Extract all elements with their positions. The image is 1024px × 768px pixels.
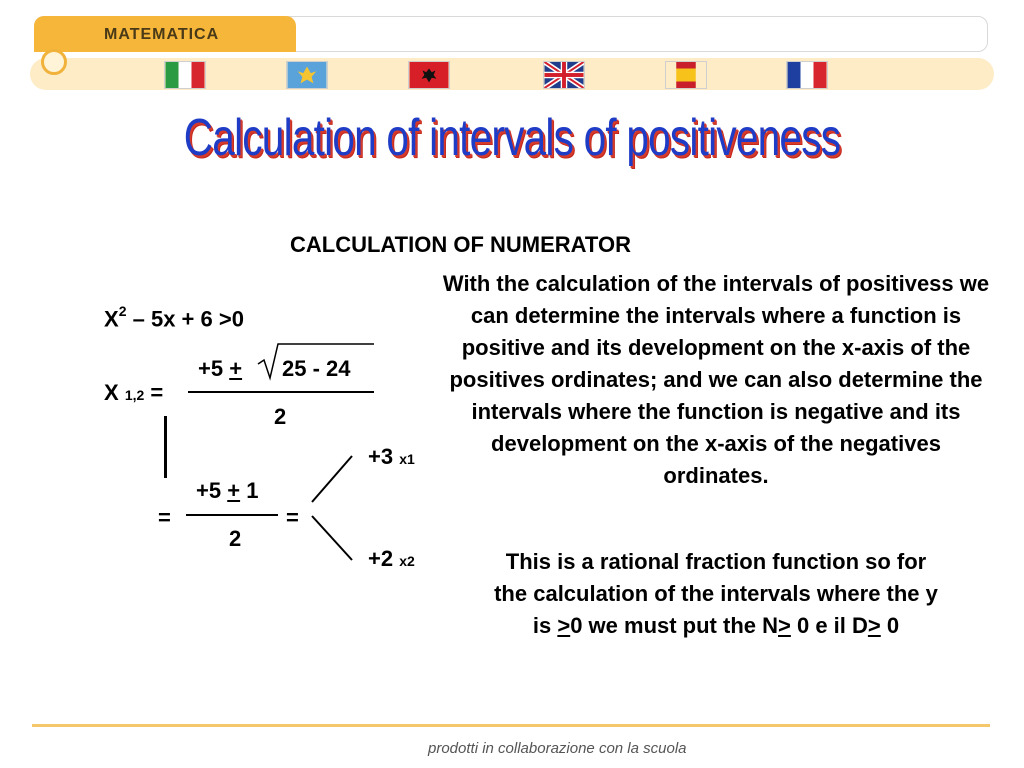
section-heading: CALCULATION OF NUMERATOR [290, 232, 631, 257]
p2-text-c: 0 e il D [796, 613, 868, 638]
inequality-exponent: 2 [118, 303, 127, 319]
inequality-zero: 0 [231, 306, 244, 332]
p2-text-b: 0 we must put the N [570, 613, 778, 638]
home-circle-icon[interactable] [41, 49, 67, 75]
x12-equals: = [150, 380, 164, 405]
step2-numerator [196, 478, 258, 504]
inequality-gt: > [218, 306, 232, 332]
inequality [104, 305, 244, 332]
inequality-x: X [104, 306, 119, 332]
page-title: Calculation of intervals of positiveness [183, 109, 841, 167]
root-1-value: +3 [368, 444, 394, 469]
p2-is: is [532, 613, 552, 638]
inequality-rest: – 5x + 6 [132, 306, 213, 332]
x12-x: X [104, 380, 119, 405]
root-2-label: x2 [399, 553, 415, 569]
x12-subscript: 1,2 [124, 387, 145, 403]
root-2-value: +2 [368, 546, 394, 571]
p2-geq-3: > [867, 613, 881, 638]
root-1 [368, 444, 415, 470]
fraction-line-1 [188, 391, 374, 393]
root-1-label: x1 [399, 451, 415, 467]
p2-geq-2: > [778, 613, 791, 638]
regional-flag-icon[interactable] [286, 61, 328, 89]
p2-geq-1: > [557, 613, 571, 638]
footer-text: prodotti in collaborazione con la scuola [428, 740, 687, 757]
paragraph-1: With the calculation of the intervals of positivess we can determine the intervals where a function is positive and its development on the x-axis of the positives ordinates; and we can also determine the intervals where the function is negative and its development on the x-axis of the negatives ordinates. [442, 271, 990, 488]
italian-flag-icon[interactable] [164, 61, 206, 89]
step2-value: 1 [246, 478, 259, 503]
paragraph-2-line-2: the calculation of the intervals where the y [494, 581, 938, 606]
fraction-line-2 [186, 514, 278, 516]
branch-lines [308, 450, 358, 566]
paragraph-2 [438, 546, 994, 642]
x12-numerator-prefix [198, 356, 242, 382]
root-2 [368, 546, 415, 572]
step2-plus-minus: + [227, 478, 241, 503]
p2-text-d: 0 [886, 613, 900, 638]
uk-flag-icon[interactable] [543, 61, 585, 89]
french-flag-icon[interactable] [786, 61, 828, 89]
step2-prefix: +5 [196, 478, 222, 503]
brand-label: MATEMATICA [104, 26, 220, 43]
x12-denominator: 2 [274, 404, 287, 429]
paragraph-2-line-3 [438, 610, 994, 642]
spanish-flag-icon[interactable] [665, 61, 707, 89]
vertical-bar [164, 416, 167, 478]
x12-label [104, 380, 163, 406]
footer-divider [32, 724, 990, 727]
step2-equals-left: = [158, 505, 171, 530]
num-prefix: +5 [198, 356, 224, 381]
step2-equals-right: = [286, 505, 299, 530]
albanian-flag-icon[interactable] [408, 61, 450, 89]
step2-denominator: 2 [229, 526, 242, 551]
radicand: 25 - 24 [282, 356, 351, 381]
plus-minus: + [229, 356, 243, 381]
paragraph-2-line-1: This is a rational fraction function so for [505, 549, 927, 574]
